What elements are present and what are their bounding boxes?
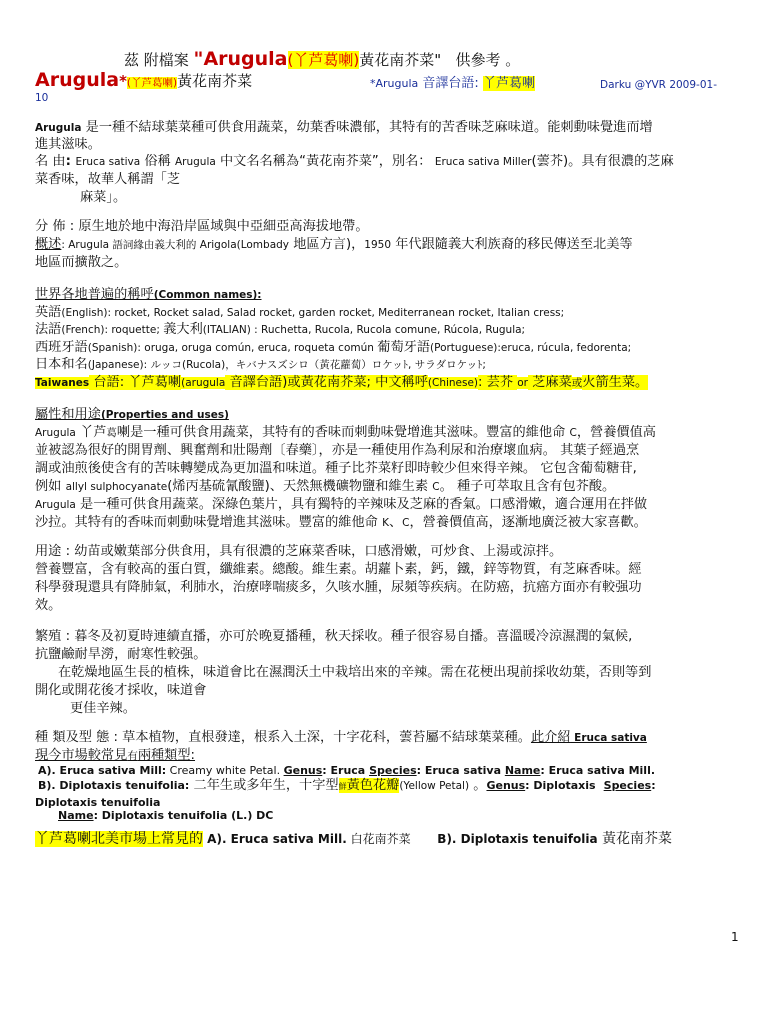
header-title-hl: (丫芦葛喇) [287,51,360,69]
subheader-note: *Arugula 音譯台語: 丫芦葛喇 [370,76,535,91]
type-b-species: Diplotaxis tenuifolia [35,796,161,809]
header-title-en: "Arugula [193,48,288,70]
intro-line-2: 進其滋味。 [35,137,101,152]
properties-p1-line-3: 調或油煎後使含有的苦味轉變成為更加溫和味道。種子比芥菜籽即時較少但來得辛辣。 它包含葡萄糖苷, [35,461,637,476]
author-date: Darku @YVR 2009-01- [600,79,717,91]
type-b-name: Name: Diplotaxis tenuifolia (L.) DC [58,809,274,822]
properties-p1-line-2: 並被認為很好的開胃劑、興奮劑和壯陽劑〔春藥〕，亦是一種使用作為利尿和治療壞血病。 其葉子經過烹 [35,443,640,458]
subheader-star: * [119,72,127,90]
page-number: 1 [731,930,739,944]
subheader-line [35,71,252,93]
header-prefix: 茲 附檔案 [124,51,194,69]
header-line [124,50,520,70]
header-suffix: 供參考 。 [455,51,521,69]
author-date-cont: 10 [35,92,49,104]
properties-heading: 屬性和用途(Properties and uses) [35,407,229,422]
breeding-line-5: 更佳辛辣。 [70,701,136,716]
overview-line-2: 地區而擴散之。 [35,255,128,270]
properties-p2-line-1: Arugula 是一種可供食用蔬菜。深綠色葉片，具有獨特的辛辣味及芝麻的香氣。口感滑嫩，適合運用在拌做 [35,497,648,512]
common-names-heading: 世界各地普遍的稱呼(Common names): [35,287,262,302]
breeding-line-1: 繁殖 : 暮冬及初夏時連續直播，亦可於晚夏播種，秋天採收。種子很容易自播。喜溫暖冷涼濕潤的氣候, [35,629,633,644]
usage-line-4: 效。 [35,598,62,613]
subheader-name-cn: 黃花南芥菜 [177,72,253,90]
name-origin-line: 名 由: Eruca sativa 俗稱 Arugula 中文名名稱為“黃花南芥菜”，別名： Eruca sativa Miller(蕓芥)。具有很濃的芝麻 [35,154,674,169]
header-title-cn: 黃花南芥菜" [359,51,442,69]
breeding-line-3: 在乾燥地區生長的植株，味道會比在濕潤沃土中栽培出來的辛辣。需在花梗出現前採收幼葉，否則等到 [58,665,652,680]
market-line: 丫芦葛喇北美市場上常見的 A). Eruca sativa Mill. 白花南芥菜 B). Diplotaxis tenuifolia 黃花南芥菜 [35,831,673,847]
breeding-line-4: 開化或開花後才採收，味道會 [35,683,207,698]
japanese-names: 日本和名(Japanese): ルッコ(Rucola)，キバナスズシロ（黃花蘿蔔）ロケッﾄ, サラダロケッﾄ; [35,357,486,372]
distribution-line: 分 佈 : 原生地於地中海沿岸區域與中亞細亞高海拔地帶。 [35,219,369,234]
overview-line: 概述: Arugula 語詞緣由義大利的 Arigola(Lombady 地區方言)，1950 年代跟隨義大利族裔的移民傳送至北美等 [35,237,633,252]
name-origin-line-3: 麻菜」。 [80,190,127,205]
spanish-portuguese-names: 西班牙語(Spanish): oruga, oruga común, eruca, roqueta común 葡萄牙語(Portuguese):eruca, rúcula, fedorenta; [35,340,632,355]
type-a-line: A). Eruca sativa Mill: Creamy white Petal. Genus: Eruca Species: Eruca sativa Name: Eruca sativa Mill. [38,764,656,777]
name-origin-line-2: 菜香味，故華人稱謂「芝 [35,172,181,187]
usage-line-3: 科學發現還具有降肺氣，利肺水，治療哮喘痰多，久咳水腫，尿頻等疾病。在防癌，抗癌方面亦有較强功 [35,580,642,595]
type-b-line: B). Diplotaxis tenuifolia: 二年生或多年生，十字型鮮黃色花瓣(Yellow Petal) 。Genus: Diplotaxis Species: [38,778,656,793]
english-names: 英語(English): rocket, Rocket salad, Salad rocket, garden rocket, Mediterranean rocket, Italian cress; [35,305,565,320]
properties-p1-line-4: 例如 allyl sulphocyanate(烯丙基硫氰酸鹽)、天然無機礦物鹽和維生素 C。 種子可萃取且含有包芥酸。 [35,479,616,494]
subheader-name: Arugula [35,69,120,91]
subheader-name-hl: (丫芦葛喇) [126,77,178,89]
types-line-1: 種 類及型 態 : 草本植物，直根發達，根系入土深，十字花科，蕓苔屬不結球葉菜種。此介紹 Eruca sativa [35,730,647,745]
breeding-line-2: 抗鹽鹼耐旱澇，耐寒性較强。 [35,647,207,662]
taiwanese-names: Taiwanes 台語: 丫芦葛喇(arugula 音譯台語)或黃花南芥菜; 中文稱呼(Chinese): 芸芥 or 芝麻菜或火箭生菜。 [35,375,649,390]
usage-line-1: 用途 : 幼苗或嫩葉部分供食用，具有很濃的芝麻菜香味，口感滑嫩，可炒食、上湯或涼拌。 [35,544,563,559]
intro-line-1: Arugula 是一種不結球葉菜種可供食用蔬菜，幼葉香味濃郁，其特有的苦香味芝麻味道。能刺動味覺進而增 [35,120,653,135]
usage-line-2: 營養豐富，含有較高的蛋白質，纖維素。總酸。維生素。胡蘿卜素，鈣，鐵，鋅等物質，有芝麻香味。經 [35,562,642,577]
properties-p2-line-2: 沙拉。其特有的香味而刺動味覺增進其滋味。豐富的維他命 K、C，營養價值高，逐漸地廣泛被大家喜歡。 [35,515,647,530]
french-italian-names: 法語(French): roquette; 義大利(ITALIAN) : Ruchetta, Rucola, Rucola comune, Rúcola, Rugula; [35,322,526,337]
types-line-2: 現今市場較常見有兩種類型: [35,748,196,763]
properties-p1-line-1: Arugula 丫芦葛喇是一種可供食用蔬菜，其特有的香味而刺動味覺增進其滋味。豐富的維他命 C，營養價值高 [35,425,656,440]
